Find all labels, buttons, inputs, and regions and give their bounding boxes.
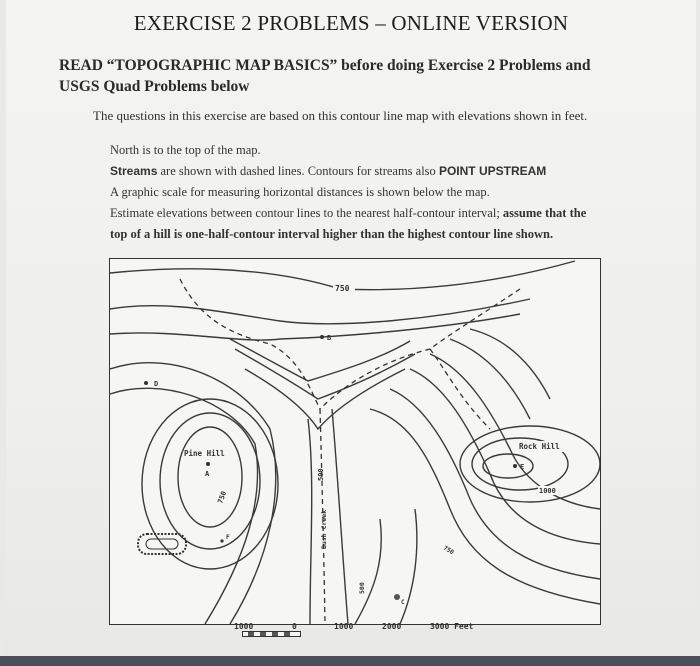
viewer-bottom-bar	[0, 656, 700, 666]
label-d: D	[154, 380, 159, 388]
contour-right-4	[430, 354, 600, 509]
contour-map	[109, 258, 601, 625]
label-1000: 1000	[539, 487, 556, 495]
label-c: C	[401, 599, 405, 606]
contour-lower-2	[400, 509, 417, 624]
label-750-right: 750	[442, 544, 455, 557]
label-b: B	[327, 334, 332, 342]
reading-instruction	[59, 55, 639, 97]
streams-bold: Streams	[110, 164, 158, 178]
page-title: EXERCISE 2 PROBLEMS – ONLINE VERSION	[133, 11, 569, 35]
reading-instruction-line-2: USGS Quad Problems below	[59, 78, 250, 95]
point-e-dot	[513, 464, 517, 468]
label-f: F	[226, 534, 230, 541]
pine-hill-contour-2	[160, 413, 260, 549]
contour-map-drawing	[110, 259, 600, 624]
estimate-bold-1: assume that the	[502, 206, 587, 220]
note-estimate	[110, 203, 650, 224]
scale-bar	[242, 631, 302, 637]
intro-text: The questions in this exercise are based on this contour line map with elevations shown in feet.	[93, 108, 588, 123]
note-streams	[110, 161, 650, 182]
pine-hill-contour-3	[178, 427, 242, 527]
reading-instruction-line-1: READ “TOPOGRAPHIC MAP BASICS” before doing Exercise 2 Problems and	[59, 57, 591, 74]
document-page	[6, 0, 696, 656]
contour-right-1	[370, 409, 600, 604]
point-upstream: POINT UPSTREAM	[438, 164, 547, 178]
point-a-dot	[206, 462, 210, 466]
label-e: E	[520, 463, 525, 471]
label-pine-hill: Pine Hill	[184, 449, 225, 458]
scale-0: 0	[292, 622, 297, 631]
contour-right-3	[410, 369, 600, 544]
contour-valley-1	[230, 339, 410, 381]
scale-3000-feet: 3000 Feet	[430, 622, 474, 631]
scale-2000: 2000	[382, 622, 402, 631]
label-500-lower: 500	[358, 582, 366, 594]
point-b-dot	[320, 335, 324, 339]
streams-text: are shown with dashed lines. Contours for streams also	[157, 164, 439, 178]
stream-left-branch	[180, 279, 320, 409]
label-750-top: 750	[335, 284, 350, 293]
label-bush-creek: Bush Creek	[320, 509, 328, 549]
contour-right-6	[470, 329, 550, 399]
contour-creek-left	[308, 419, 312, 624]
point-f-dot	[220, 539, 223, 542]
contour-right-5	[450, 339, 530, 419]
note-north: North is to the top of the map.	[110, 143, 261, 157]
contour-top-3	[110, 314, 520, 340]
contour-creek-right	[332, 409, 348, 624]
contour-valley-3	[245, 369, 405, 429]
note-scale: A graphic scale for measuring horizontal distances is shown below the map.	[110, 185, 490, 199]
contour-top-2	[110, 299, 530, 324]
scale-1000-left: 1000	[234, 622, 254, 631]
point-c-dot	[394, 594, 400, 600]
contour-lower-1	[355, 519, 381, 624]
scale-1000: 1000	[334, 622, 354, 631]
label-rock-hill: Rock Hill	[519, 442, 560, 451]
label-500-upper: 500	[317, 468, 325, 481]
rock-hill-contour-1	[460, 426, 600, 502]
label-750-pine: 750	[216, 490, 229, 505]
point-d-dot	[144, 381, 148, 385]
note-estimate-2: top of a hill is one-half-contour interval higher than the highest contour line shown.	[110, 227, 554, 241]
estimate-text: Estimate elevations between contour lines to the nearest half-contour interval;	[110, 206, 503, 220]
map-notes	[110, 140, 650, 245]
rock-hill-contour-3	[483, 454, 533, 478]
label-a: A	[205, 470, 210, 478]
